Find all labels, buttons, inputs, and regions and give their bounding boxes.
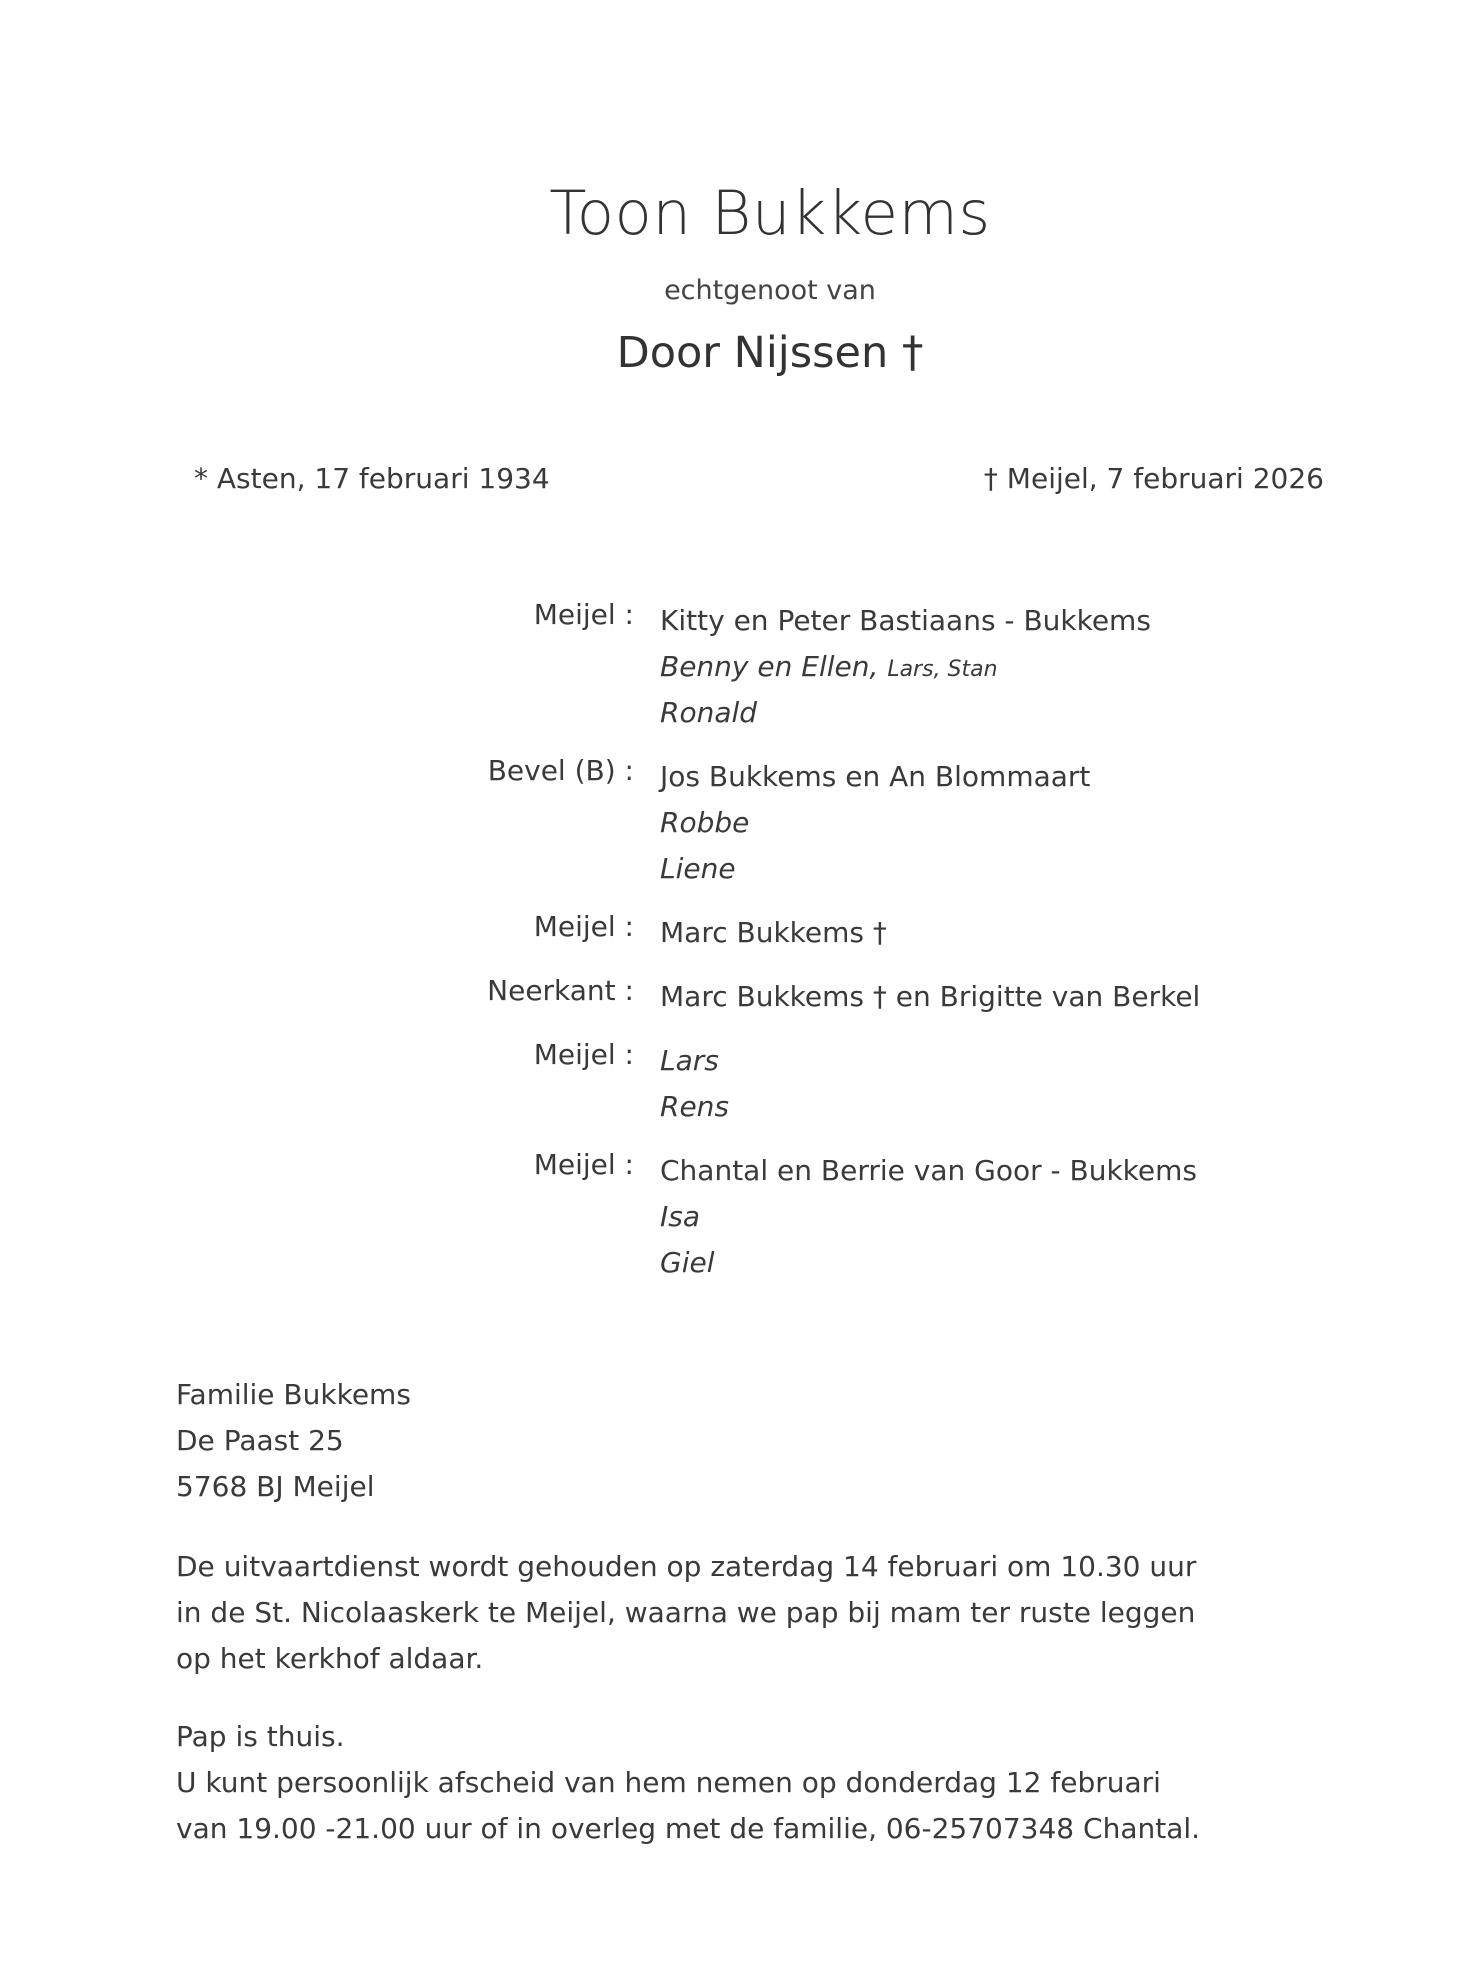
relative-group (0, 910, 1462, 956)
relative-name (660, 910, 1462, 956)
relative-name (660, 1084, 1462, 1130)
relative-group (0, 974, 1462, 1020)
relative-name (660, 800, 1462, 846)
address-line: 5768 BJ Meijel (176, 1470, 375, 1503)
relative-place: Meijel : (533, 1148, 634, 1181)
relative-name-text: Giel (660, 1246, 715, 1279)
relative-name (660, 1194, 1462, 1240)
relative-lines (660, 598, 1462, 736)
relative-name (660, 1240, 1462, 1286)
relative-name-text: Liene (660, 852, 736, 885)
relative-lines (660, 754, 1462, 892)
relative-name-text: Lars (660, 1044, 719, 1077)
relative-place: Bevel (B) : (487, 754, 634, 787)
address-line: Familie Bukkems (176, 1378, 411, 1411)
relative-group (0, 598, 1462, 736)
relative-name-text: Kitty en Peter Bastiaans - Bukkems (660, 604, 1151, 637)
paragraph-line: van 19.00 -21.00 uur of in overleg met de familie, 06-25707348 Chantal. (176, 1812, 1201, 1845)
relative-name (660, 846, 1462, 892)
relative-name (660, 1038, 1462, 1084)
family-address (176, 1372, 411, 1510)
paragraph-line: Pap is thuis. (176, 1720, 345, 1753)
paragraph-line: in de St. Nicolaaskerk te Meijel, waarna we pap bij mam ter ruste leggen (176, 1596, 1196, 1629)
spouse-name: Door Nijssen † (616, 328, 924, 378)
relative-name-text: Benny en Ellen, (660, 650, 879, 683)
relative-name-text: Marc Bukkems † (660, 916, 887, 949)
relative-name-text: Jos Bukkems en An Blommaart (660, 760, 1091, 793)
relative-place: Meijel : (533, 910, 634, 943)
service-paragraph (176, 1544, 1276, 1682)
death-date: † Meijel, 7 februari 2026 (983, 462, 1324, 495)
relative-name-text: Ronald (660, 696, 758, 729)
relative-name-text: Marc Bukkems † en Brigitte van Berkel (660, 980, 1201, 1013)
address-line: De Paast 25 (176, 1424, 344, 1457)
relative-group (0, 1038, 1462, 1130)
paragraph-line: op het kerkhof aldaar. (176, 1642, 484, 1675)
relative-name (660, 754, 1462, 800)
deceased-name: Toon Bukkems (549, 178, 991, 249)
paragraph-line: De uitvaartdienst wordt gehouden op zaterdag 14 februari om 10.30 uur (176, 1550, 1197, 1583)
paragraph-line: U kunt persoonlijk afscheid van hem nemen op donderdag 12 februari (176, 1766, 1161, 1799)
relative-name (660, 1148, 1462, 1194)
relative-group (0, 1148, 1462, 1286)
relative-name-text: Chantal en Berrie van Goor - Bukkems (660, 1154, 1197, 1187)
relative-place: Meijel : (533, 1038, 634, 1071)
spouse-label: echtgenoot van (664, 275, 876, 306)
relative-name (660, 974, 1462, 1020)
birth-date: * Asten, 17 februari 1934 (194, 462, 550, 495)
relative-lines (660, 1038, 1462, 1130)
relative-name (660, 598, 1462, 644)
visitation-paragraph (176, 1714, 1276, 1852)
relative-name-text: Rens (660, 1090, 730, 1123)
relative-lines (660, 974, 1462, 1020)
relative-lines (660, 1148, 1462, 1286)
relative-name-text: Robbe (660, 806, 750, 839)
relative-place: Meijel : (533, 598, 634, 631)
relatives-list (0, 598, 1462, 1304)
relative-lines (660, 910, 1462, 956)
grandchildren-names: Lars, Stan (887, 657, 998, 682)
relative-name (660, 644, 1462, 690)
relative-group (0, 754, 1462, 892)
relative-place: Neerkant : (487, 974, 634, 1007)
relative-name (660, 690, 1462, 736)
relative-name-text: Isa (660, 1200, 701, 1233)
